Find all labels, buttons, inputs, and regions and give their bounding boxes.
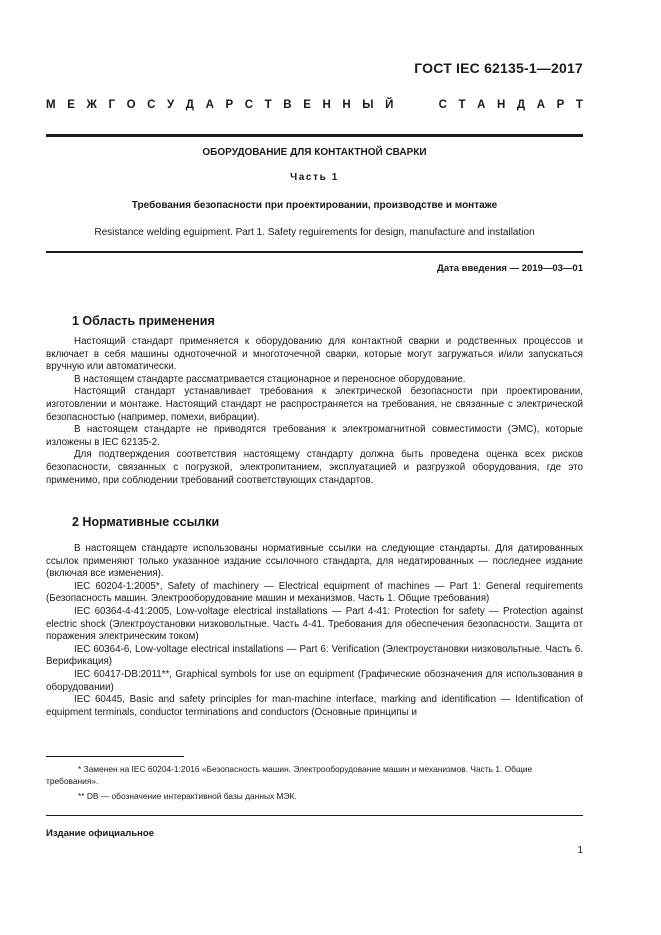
reference-item: IEC 60204-1:2005*, Safety of machinery — Electrical equipment of machines — Part 1: General requirements (Безопасность машин. Электрооборудование машин и механизмов. Часть 1. Общие требования)	[46, 580, 583, 605]
letter: Р	[225, 99, 234, 111]
letter: Г	[108, 99, 115, 111]
letter: А	[536, 99, 546, 111]
letter: Д	[516, 99, 526, 111]
footnote-2: ** DB — обозначение интерактивной базы данных МЭК.	[78, 791, 297, 801]
letter: Й	[385, 99, 394, 111]
reference-item: IEC 60364-4-41:2005, Low-voltage electrical installations — Part 4-41: Protection for safety — Protection against electric shock (Электроустановки низковольтные. Часть 4-41. Требования для обеспечения безопасности. Защита от поражения электрическим током)	[46, 605, 583, 643]
footnote-rule	[46, 756, 184, 757]
letter: С	[438, 99, 447, 111]
paragraph: В настоящем стандарте рассматривается стационарное и переносное оборудование.	[74, 373, 466, 385]
footnotes	[46, 763, 583, 802]
letter: Ж	[86, 99, 97, 111]
letter: Ы	[362, 99, 374, 111]
english-title: Resistance welding eguipment. Part 1. Safety reguirements for design, manufacture and installation	[94, 227, 535, 238]
paragraph: Настоящий стандарт применяется к оборудованию для контактной сварки и родственных процессов и включает в себя машины одноточечной и многоточечной сварки, которые могут загружаться и/или запускаться вручную или автоматически.	[46, 336, 583, 373]
section-2-body	[46, 543, 583, 719]
letter: Р	[556, 99, 565, 111]
letter: В	[283, 99, 292, 111]
word-gap	[405, 99, 427, 111]
header-rule	[46, 134, 583, 137]
reference-item: IEC 60445, Basic and safety principles for man-machine interface, marking and identification — Identification of equipment terminals, conductor terminations and conductors (Основные принципы и	[46, 694, 583, 718]
section-1-body	[46, 336, 583, 487]
title-rule	[46, 251, 583, 253]
standard-subtitle: Требования безопасности при проектировании, производстве и монтаже	[131, 200, 498, 211]
letter: Т	[264, 99, 272, 111]
letter: А	[205, 99, 214, 111]
letter: Н	[342, 99, 351, 111]
reference-item: IEC 60364-6, Low-voltage electrical installations — Part 6: Verification (Электроустановки низковольтные. Часть 6. Верификация)	[46, 643, 583, 668]
letter: Т	[575, 99, 583, 111]
letter: Е	[67, 99, 75, 111]
letter: М	[46, 99, 56, 111]
letter: О	[126, 99, 136, 111]
letter: Е	[303, 99, 311, 111]
letter: С	[244, 99, 254, 111]
part-label: Часть 1	[290, 172, 339, 183]
interstate-standard-heading	[46, 99, 583, 111]
letter: У	[167, 99, 175, 111]
letter: Д	[185, 99, 194, 111]
document-code: ГОСТ IEC 62135-1—2017	[414, 60, 583, 76]
letter: С	[147, 99, 156, 111]
standard-title: ОБОРУДОВАНИЕ ДЛЯ КОНТАКТНОЙ СВАРКИ	[202, 147, 427, 158]
reference-item: IEC 60417-DB:2011**, Graphical symbols for use on equipment (Графические обозначения для использования в оборудовании)	[46, 668, 583, 693]
paragraph: Настоящий стандарт устанавливает требования к электрической безопасности при проектировании, изготовлении и монтаже. Настоящий стандарт не распространяется на требования, не связанные с электрической безопасностью (например, помехи, вибрации).	[46, 386, 583, 423]
section-2-heading: 2 Нормативные ссылки	[72, 515, 220, 529]
introduction-date: Дата введения — 2019—03—01	[437, 263, 583, 274]
footer-rule	[46, 815, 583, 816]
paragraph: В настоящем стандарте использованы нормативные ссылки на следующие стандарты. Для датированных ссылок применяют только указанное издание ссылочного стандарта, для недатированных — последнее издание (включая все изменения).	[46, 543, 583, 580]
official-edition-label: Издание официальное	[46, 828, 154, 839]
letter: Н	[497, 99, 506, 111]
letter: А	[477, 99, 486, 111]
section-1-heading: 1 Область применения	[72, 314, 215, 328]
footnote-1: * Заменен на IEC 60204-1:2016 «Безопасность машин. Электрооборудование машин и механизмов. Часть 1. Общие требования».	[46, 764, 533, 786]
letter: Т	[458, 99, 466, 111]
paragraph: В настоящем стандарте не приводятся требования к электромагнитной совместимости (ЭМС), которые изложены в IEC 62135-2.	[46, 424, 583, 448]
page-number: 1	[577, 845, 583, 856]
paragraph: Для подтверждения соответствия настоящему стандарту должна быть проведена оценка всех рисков безопасности, связанных с погрузкой, электропитанием, эксплуатацией и разгрузкой оборудования, где это применимо, при соблюдении требований соответствующих стандартов.	[46, 449, 583, 486]
letter: Н	[322, 99, 331, 111]
